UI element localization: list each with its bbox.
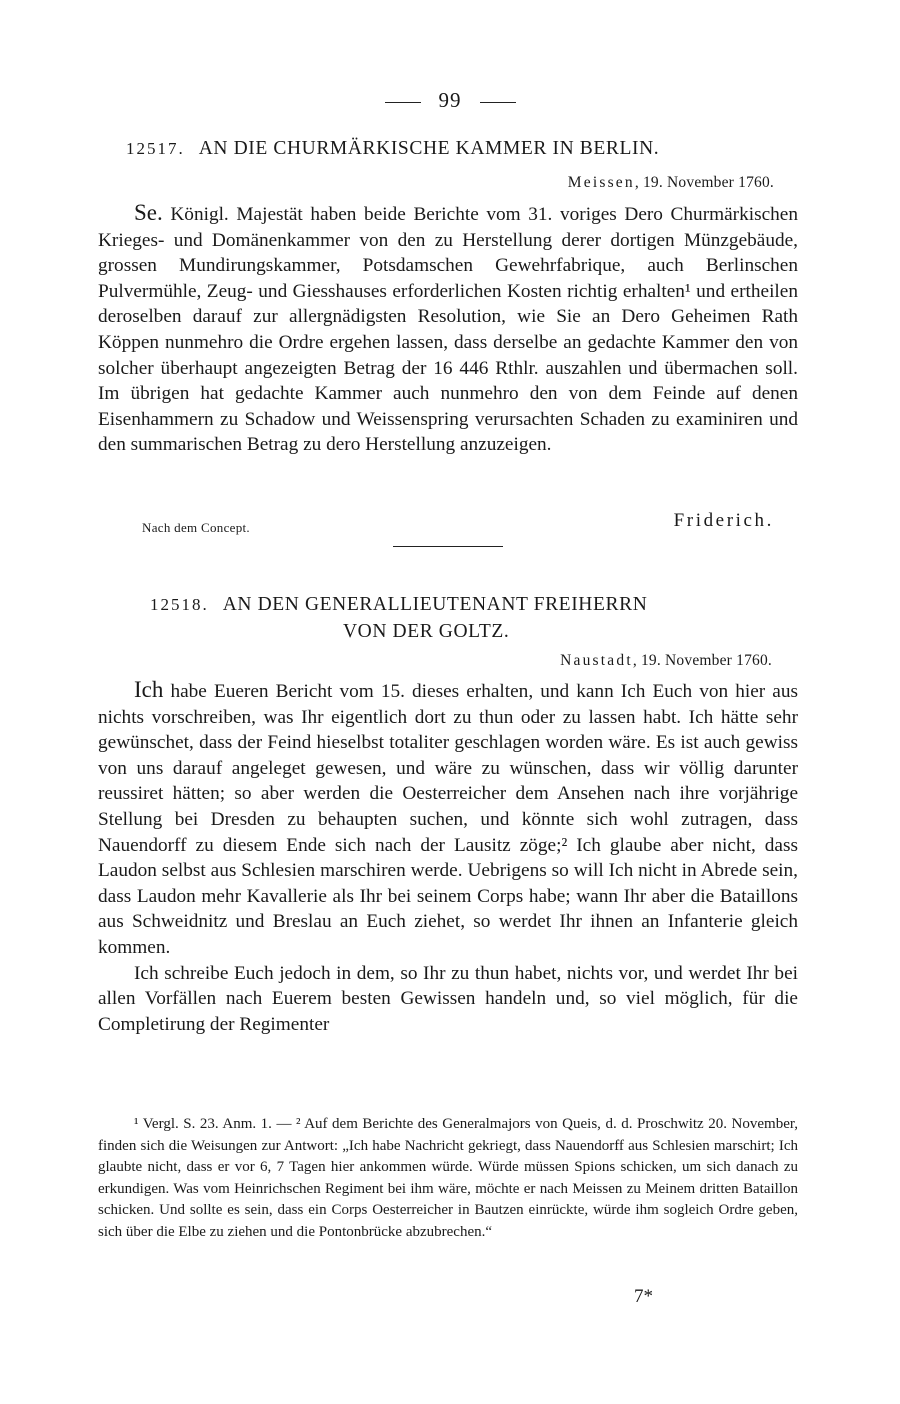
entry-12518-body bbox=[98, 677, 798, 1037]
lead-word: Se. bbox=[134, 200, 163, 225]
body-paragraph bbox=[98, 677, 798, 961]
header-dash-left bbox=[385, 102, 421, 103]
body-paragraph: Ich schreibe Euch jedoch in dem, so Ihr zu thun habet, nichts vor, und werdet Ihr bei allen Vorfällen nach Euerem besten Gewissen handeln und, so viel möglich, für die Completirung der Regimenter bbox=[98, 962, 798, 1035]
entry-heading-line1: AN DEN GENERALLIEUTENANT FREIHERRN bbox=[222, 594, 648, 615]
signature: Friderich. bbox=[673, 510, 774, 531]
lead-word: Ich bbox=[134, 677, 164, 702]
paragraph-text: Königl. Majestät haben beide Berichte vom 31. voriges Dero Churmärkischen Krieges- und Domänenkammer von den zu Herstellung derer dortigen Münzgebäude, grossen Mundirungskammer, Potsdamschen Gewehrfabrique, auch Berlinschen Pulvermühle, Zeug- und Giesshauses erforderlichen Kosten richtig erhalten¹ und ertheilen deroselben darauf zur allergnädigsten Resolution, wie Sie an Dero Geheimen Rath Köppen nunmehro die Ordre ergehen lassen, dass derselbe an gedachte Kammer den von solcher überhaupt angezeigten Betrag der 16 446 Rthlr. auszahlen und übermachen soll. Im übrigen hat gedachte Kammer auch nunmehro den von dem Feinde auf denen Eisenhammern zu Schadow und Weissenspring verursachten Schaden zu examiniren und den summarischen Betrag zu dero Herstellung anzuzeigen. bbox=[98, 204, 798, 456]
footnote-text: ¹ Vergl. S. 23. Anm. 1. — ² Auf dem Berichte des Generalmajors von Queis, d. d. Proschwitz 20. November, finden sich die Weisungen zur Antwort: „Ich habe Nachricht gekriegt, dass Nauendorff aus Schlesien marschirt; Ich glaubte nicht, dass er vor 6, 7 Tagen hier ankommen würde. Würde müssen Spions schicken, um sich danach zu erkundigen. Was vom Heinrichschen Regiment bei ihm wäre, möchte er nach Meissen zu Meinem dritten Bataillon schicken. Und sollte es sein, dass ein Corps Oesterreicher in Bautzen einrückte, würde ihm sogleich Ordre geben, sich über die Elbe zu ziehen und die Pontonbrücke abzubrechen.“ bbox=[98, 1116, 798, 1240]
entry-12517-body bbox=[98, 200, 798, 458]
paragraph-text: habe Eueren Bericht vom 15. dieses erhalten, und kann Ich Euch von hier aus nichts vorschreiben, was Ihr eigentlich dort zu thun oder zu lassen habt. Ich hätte sehr gewünschet, dass der Feind hieselbst totaliter geschlagen worden wäre. Es ist auch gewiss von uns darauf angeleget gewesen, und wäre zu wünschen, dass wir völlig darunter reussiret hätten; so aber werden die Oesterreicher dem Ansehen nach ihre vorjährige Stellung bei Dresden zu behaupten suchen, und könnte sich wohl zutragen, dass Nauendorff zu diesem Ende sich nach der Lausitz zöge;² Ich glaube aber nicht, dass Laudon selbst aus Schlesien marschiren werde. Uebrigens so will Ich nicht in Abrede sein, dass Laudon mehr Kavallerie als Ihr bei seinem Corps habe; wann Ihr aber die Bataillons aus Schweidnitz und Breslau an Euch ziehet, so werdet Ihr ihnen an Infanterie gleich kommen. bbox=[98, 681, 798, 958]
entry-12518-dateline bbox=[560, 652, 772, 670]
footnotes bbox=[98, 1114, 798, 1243]
entry-12517-dateline bbox=[568, 174, 774, 192]
page-header bbox=[0, 88, 900, 113]
dateline-place: Naustadt bbox=[560, 652, 633, 669]
entry-12518-title-line2: VON DER GOLTZ. bbox=[343, 621, 510, 642]
entry-heading: AN DIE CHURMÄRKISCHE KAMMER IN BERLIN. bbox=[198, 138, 660, 159]
entry-12517-title bbox=[126, 138, 659, 160]
source-note: Nach dem Concept. bbox=[142, 520, 250, 535]
dateline-date: , 19. November 1760. bbox=[634, 174, 774, 191]
entry-number: 12518. bbox=[150, 595, 209, 614]
page-number: 99 bbox=[438, 88, 462, 112]
section-divider bbox=[393, 546, 503, 547]
dateline-date: , 19. November 1760. bbox=[632, 652, 772, 669]
dateline-place: Meissen bbox=[567, 174, 635, 191]
entry-number: 12517. bbox=[126, 139, 185, 158]
entry-12518-title bbox=[150, 594, 647, 616]
body-paragraph bbox=[98, 200, 798, 458]
header-dash-right bbox=[480, 102, 516, 103]
printer-signature-mark: 7* bbox=[634, 1286, 653, 1307]
